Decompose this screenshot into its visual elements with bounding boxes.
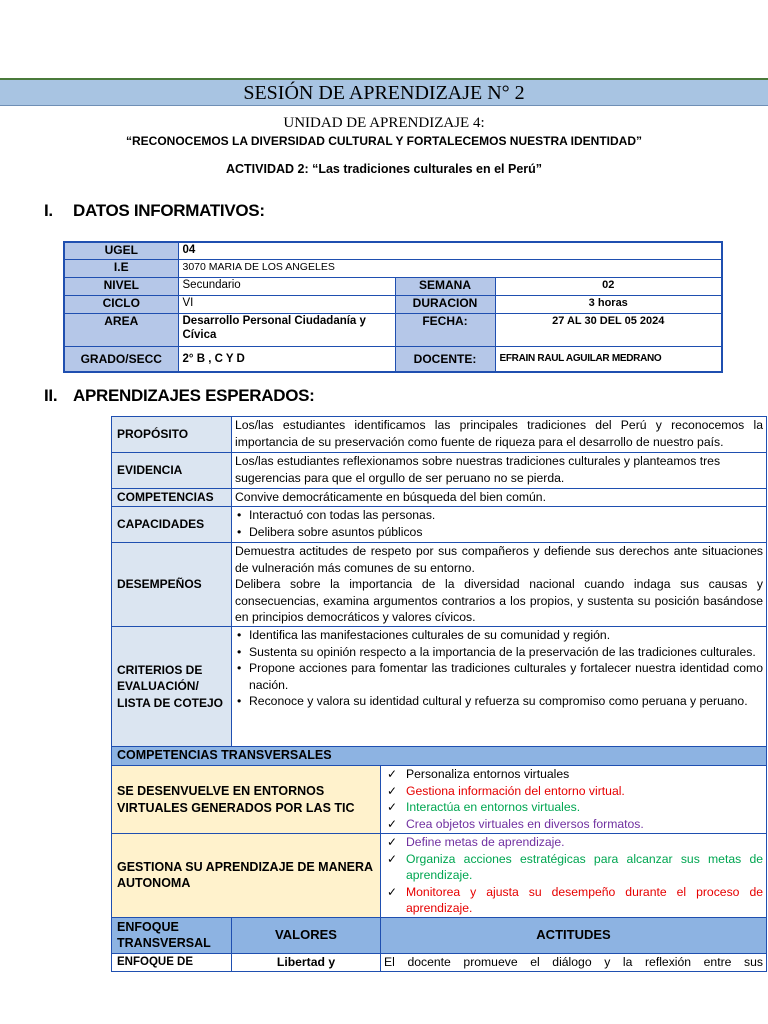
bullet-icon: • xyxy=(237,694,242,708)
docente-value: EFRAIN RAUL AGUILAR MEDRANO xyxy=(495,346,722,372)
area-value: Desarrollo Personal Ciudadanía y Cívica xyxy=(178,313,395,346)
list-item: ✓ Gestiona información del entorno virtual. xyxy=(387,783,625,798)
row-competencias-transversales xyxy=(112,747,767,766)
bullet-icon: • xyxy=(237,661,242,675)
list-item: ✓ Personaliza entornos virtuales xyxy=(387,767,570,781)
desempenos-cell xyxy=(232,543,767,627)
check-icon: ✓ xyxy=(387,767,398,781)
row-capacidades xyxy=(112,507,767,543)
row-competencias xyxy=(112,489,767,507)
list-item: • Propone acciones para fomentar las tradiciones culturales y fortalecer nuestra identidad como nación. xyxy=(237,661,763,692)
proposito-label: PROPÓSITO xyxy=(112,417,232,453)
ciclo-label: CICLO xyxy=(64,295,178,313)
tic-list xyxy=(384,766,763,832)
transversales-heading: COMPETENCIAS TRANSVERSALES xyxy=(112,747,767,766)
capacidades-cell xyxy=(232,507,767,543)
info-row-grado xyxy=(64,346,722,372)
section-heading-aprendizajes xyxy=(44,386,315,406)
actitudes-cell: El docente promueve el diálogo y la reflexión entre sus xyxy=(381,953,767,971)
desempenos-label: DESEMPEÑOS xyxy=(112,543,232,627)
grado-value: 2° B , C Y D xyxy=(178,346,395,372)
nivel-label: NIVEL xyxy=(64,277,178,295)
check-icon: ✓ xyxy=(387,800,398,814)
ugel-value: 04 xyxy=(178,242,722,259)
bullet-icon: • xyxy=(237,628,242,642)
ciclo-value: VI xyxy=(178,295,395,313)
check-icon: ✓ xyxy=(387,816,398,831)
bullet-icon: • xyxy=(237,524,242,539)
bullet-icon: • xyxy=(237,508,242,522)
capacidades-list xyxy=(235,507,763,540)
unit-subtitle: “RECONOCEMOS LA DIVERSIDAD CULTURAL Y FORTALECEMOS NUESTRA IDENTIDAD” xyxy=(125,134,643,148)
info-table xyxy=(63,241,723,373)
nivel-value: Secundario xyxy=(178,277,395,295)
enfoque-heading: ENFOQUE TRANSVERSAL xyxy=(112,917,232,953)
ie-value: 3070 MARIA DE LOS ANGELES xyxy=(178,259,722,277)
criterios-cell xyxy=(232,627,767,747)
docente-label: DOCENTE: xyxy=(395,346,495,372)
activity-title: ACTIVIDAD 2: “Las tradiciones culturales en el Perú” xyxy=(225,162,543,176)
fecha-value: 27 AL 30 DEL 05 2024 xyxy=(495,313,722,346)
gestiona-label: GESTIONA SU APRENDIZAJE DE MANERA AUTONOMA xyxy=(112,834,381,918)
list-item: ✓ Interactúa en entornos virtuales. xyxy=(387,800,581,814)
duracion-label: DURACION xyxy=(395,295,495,313)
valores-cell: Libertad y xyxy=(232,953,381,971)
tic-cell xyxy=(381,766,767,834)
info-row-nivel xyxy=(64,277,722,295)
list-item: • Delibera sobre asuntos públicos xyxy=(237,524,423,539)
competencias-label: COMPETENCIAS xyxy=(112,489,232,507)
duracion-value: 3 horas xyxy=(495,295,722,313)
section-heading-datos xyxy=(44,201,265,221)
competencias-text: Convive democráticamente en búsqueda del bien común. xyxy=(232,489,767,507)
list-item: ✓ Monitorea y ajusta su desempeño durante el proceso de aprendizaje. xyxy=(387,884,763,915)
gestiona-list xyxy=(384,834,763,917)
info-row-ugel xyxy=(64,242,722,259)
ugel-label: UGEL xyxy=(64,242,178,259)
row-evidencia xyxy=(112,453,767,489)
semana-value: 02 xyxy=(495,277,722,295)
section-number: II. xyxy=(44,386,58,405)
row-enfoque xyxy=(112,953,767,971)
fecha-label: FECHA: xyxy=(395,313,495,346)
unit-title: UNIDAD DE APRENDIZAJE 4: xyxy=(283,115,485,131)
grado-label: GRADO/SECC xyxy=(64,346,178,372)
check-icon: ✓ xyxy=(387,851,398,866)
evidencia-label: EVIDENCIA xyxy=(112,453,232,489)
check-icon: ✓ xyxy=(387,884,398,899)
list-item: ✓ Define metas de aprendizaje. xyxy=(387,835,565,849)
info-row-ciclo xyxy=(64,295,722,313)
proposito-text: Los/las estudiantes identificamos las principales tradiciones del Perú y reconocemos la importancia de su preservación como fuente de riqueza para el desarrollo de nuestro país. xyxy=(232,417,767,453)
list-item: • Identifica las manifestaciones culturales de su comunidad y región. xyxy=(237,628,611,642)
evidencia-text: Los/las estudiantes reflexionamos sobre nuestras tradiciones culturales y planteamos tres sugerencias para que el orgullo de ser peruano no se pierda. xyxy=(232,453,767,489)
check-icon: ✓ xyxy=(387,783,398,798)
gestiona-cell xyxy=(381,834,767,918)
valores-heading: VALORES xyxy=(232,917,381,953)
desempeno-text: Delibera sobre la importancia de la diversidad nacional cuando indaga sus causas y consecuencias, examina argumentos contrarios a los propios, y sustenta su posición basándose en principios democráticos y valores cívicos. xyxy=(235,577,763,624)
list-item: • Interactuó con todas las personas. xyxy=(237,508,436,522)
capacidades-label: CAPACIDADES xyxy=(112,507,232,543)
semana-label: SEMANA xyxy=(395,277,495,295)
list-item: • Sustenta su opinión respecto a la importancia de la preservación de las tradiciones culturales. xyxy=(237,644,756,659)
desempeno-text: Demuestra actitudes de respeto por sus compañeros y defiende sus derechos ante situaciones de vulneración más comunes de su entorno. xyxy=(235,544,763,575)
list-item: ✓ Organiza acciones estratégicas para alcanzar sus metas de aprendizaje. xyxy=(387,851,763,882)
section-number: I. xyxy=(44,201,53,220)
criterios-label: CRITERIOS DE EVALUACIÓN/ LISTA DE COTEJO xyxy=(112,627,232,747)
learning-table xyxy=(111,416,767,972)
row-criterios xyxy=(112,627,767,747)
bullet-icon: • xyxy=(237,644,242,659)
enfoque-cell: ENFOQUE DE xyxy=(112,953,232,971)
info-row-area xyxy=(64,313,722,346)
session-title: SESIÓN DE APRENDIZAJE N° 2 xyxy=(0,78,768,106)
row-enfoque-head xyxy=(112,917,767,953)
row-tic xyxy=(112,766,767,834)
actitudes-heading: ACTITUDES xyxy=(381,917,767,953)
area-label: AREA xyxy=(64,313,178,346)
section-title: APRENDIZAJES ESPERADOS: xyxy=(73,386,315,405)
row-proposito xyxy=(112,417,767,453)
check-icon: ✓ xyxy=(387,835,398,849)
info-row-ie xyxy=(64,259,722,277)
list-item: ✓ Crea objetos virtuales en diversos formatos. xyxy=(387,816,644,831)
section-title: DATOS INFORMATIVOS: xyxy=(73,201,265,220)
list-item: • Reconoce y valora su identidad cultural y refuerza su compromiso como peruana y peruano. xyxy=(237,694,748,708)
row-gestiona xyxy=(112,834,767,918)
row-desempenos xyxy=(112,543,767,627)
criterios-list xyxy=(235,627,763,710)
tic-label: SE DESENVUELVE EN ENTORNOS VIRTUALES GENERADOS POR LAS TIC xyxy=(112,766,381,834)
ie-label: I.E xyxy=(64,259,178,277)
